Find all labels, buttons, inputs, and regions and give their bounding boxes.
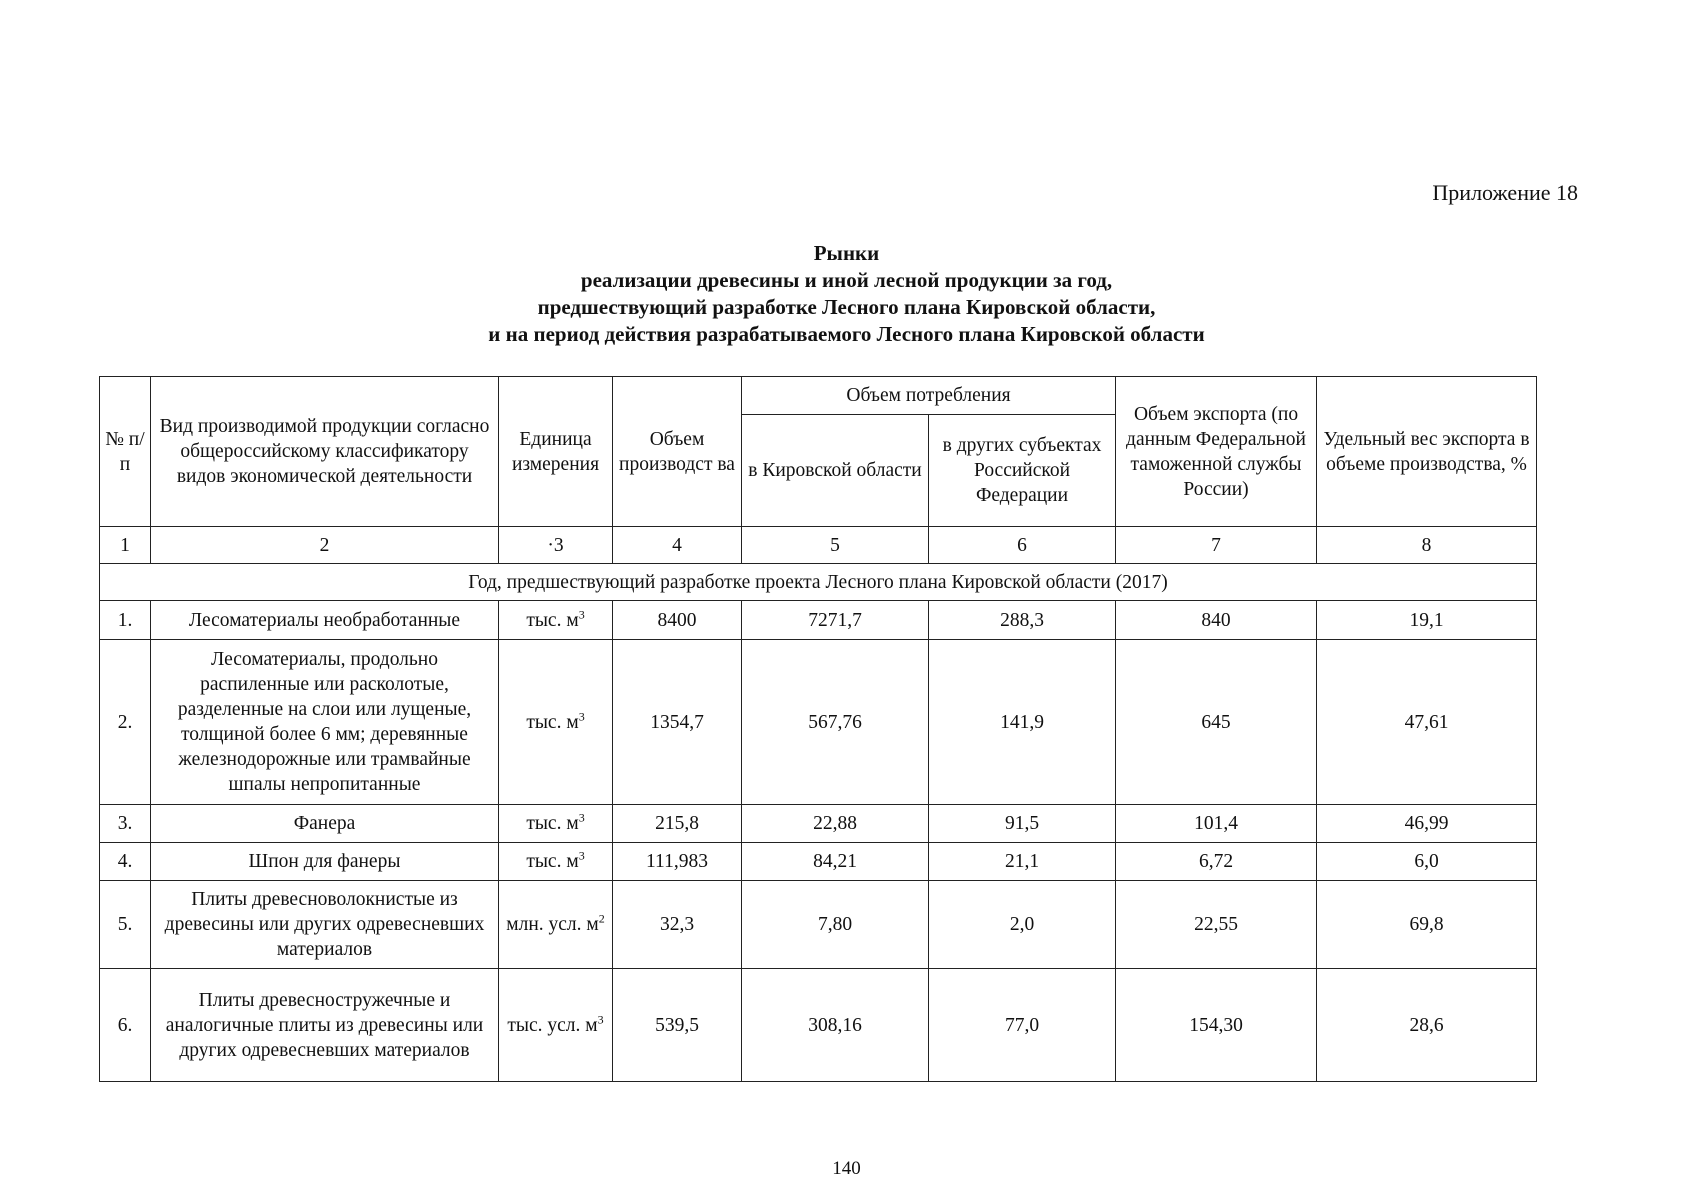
- row-production: 1354,7: [613, 640, 742, 805]
- row-product: Лесоматериалы, продольно распиленные или расколотые, разделенные на слои или лущеные, толщиной более 6 мм; деревянные железнодорожные или трамвайные шпалы непропитанные: [151, 640, 499, 805]
- row-num: 3.: [100, 805, 151, 843]
- row-kirov: 7271,7: [742, 601, 929, 640]
- column-number: 5: [742, 527, 929, 564]
- row-production: 32,3: [613, 881, 742, 969]
- appendix-label: Приложение 18: [1432, 180, 1578, 205]
- row-product: Плиты древесностружечные и аналогичные плиты из древесины или других одревесневших материалов: [151, 969, 499, 1082]
- row-kirov: 7,80: [742, 881, 929, 969]
- row-share: 46,99: [1317, 805, 1537, 843]
- table-row: [100, 805, 1537, 843]
- column-number: 1: [100, 527, 151, 564]
- row-share: 28,6: [1317, 969, 1537, 1082]
- row-kirov: 567,76: [742, 640, 929, 805]
- row-unit: тыс. $м^3$: [499, 843, 613, 881]
- row-export: 154,30: [1116, 969, 1317, 1082]
- title-line: реализации древесины и иной лесной продукции за год,: [580, 268, 1113, 292]
- table-row: [100, 881, 1537, 969]
- row-other: 21,1: [929, 843, 1116, 881]
- row-production: 111,983: [613, 843, 742, 881]
- table-row: [100, 601, 1537, 640]
- title-line: Рынки: [813, 241, 880, 265]
- row-kirov: 308,16: [742, 969, 929, 1082]
- column-number-row: [100, 527, 1537, 564]
- row-share: 47,61: [1317, 640, 1537, 805]
- header-unit: Единица измерения: [499, 377, 613, 527]
- row-export: 101,4: [1116, 805, 1317, 843]
- row-share: 69,8: [1317, 881, 1537, 969]
- row-product: Плиты древесноволокнистые из древесины или других одревесневших материалов: [151, 881, 499, 969]
- row-other: 288,3: [929, 601, 1116, 640]
- markets-table: [99, 376, 1537, 1082]
- column-number: ·3: [499, 527, 613, 564]
- header-export: Объем экспорта (по данным Федеральной таможенной службы России): [1116, 377, 1317, 527]
- row-other: 141,9: [929, 640, 1116, 805]
- row-production: 8400: [613, 601, 742, 640]
- header-other-regions: в других субъектах Российской Федерации: [929, 415, 1116, 527]
- column-number: 6: [929, 527, 1116, 564]
- column-number: 8: [1317, 527, 1537, 564]
- row-unit: тыс. $м^3$: [499, 601, 613, 640]
- title-line: предшествующий разработке Лесного плана Кировской области,: [537, 295, 1156, 319]
- row-product: Шпон для фанеры: [151, 843, 499, 881]
- row-export: 6,72: [1116, 843, 1317, 881]
- row-product: Лесоматериалы необработанные: [151, 601, 499, 640]
- row-share: 19,1: [1317, 601, 1537, 640]
- row-export: 645: [1116, 640, 1317, 805]
- page-number: 140: [832, 1158, 861, 1179]
- row-unit: млн. усл. $м^2$: [499, 881, 613, 969]
- header-num: № п/п: [100, 377, 151, 527]
- table-row: [100, 969, 1537, 1082]
- row-kirov: 84,21: [742, 843, 929, 881]
- header-product: Вид производимой продукции согласно общероссийскому классификатору видов экономической деятельности: [151, 377, 499, 527]
- row-other: 77,0: [929, 969, 1116, 1082]
- header-share: Удельный вес экспорта в объеме производства, %: [1317, 377, 1537, 527]
- column-number: 4: [613, 527, 742, 564]
- row-other: 2,0: [929, 881, 1116, 969]
- row-production: 215,8: [613, 805, 742, 843]
- header-consumption: Объем потребления: [742, 377, 1116, 415]
- column-number: 7: [1116, 527, 1317, 564]
- row-unit: тыс. усл. $м^3$: [499, 969, 613, 1082]
- row-num: 6.: [100, 969, 151, 1082]
- header-production: Объем производст ва: [613, 377, 742, 527]
- row-kirov: 22,88: [742, 805, 929, 843]
- row-num: 4.: [100, 843, 151, 881]
- row-production: 539,5: [613, 969, 742, 1082]
- row-share: 6,0: [1317, 843, 1537, 881]
- row-product: Фанера: [151, 805, 499, 843]
- row-unit: тыс. $м^3$: [499, 805, 613, 843]
- document-title: [0, 240, 1693, 348]
- row-num: 5.: [100, 881, 151, 969]
- section-title: Год, предшествующий разработке проекта Лесного плана Кировской области (2017): [100, 564, 1537, 601]
- row-export: 840: [1116, 601, 1317, 640]
- table-row: [100, 640, 1537, 805]
- row-num: 1.: [100, 601, 151, 640]
- row-other: 91,5: [929, 805, 1116, 843]
- table-row: [100, 843, 1537, 881]
- title-line: и на период действия разрабатываемого Лесного плана Кировской области: [488, 322, 1205, 346]
- row-export: 22,55: [1116, 881, 1317, 969]
- column-number: 2: [151, 527, 499, 564]
- row-num: 2.: [100, 640, 151, 805]
- header-kirov: в Кировской области: [742, 415, 929, 527]
- row-unit: тыс. $м^3$: [499, 640, 613, 805]
